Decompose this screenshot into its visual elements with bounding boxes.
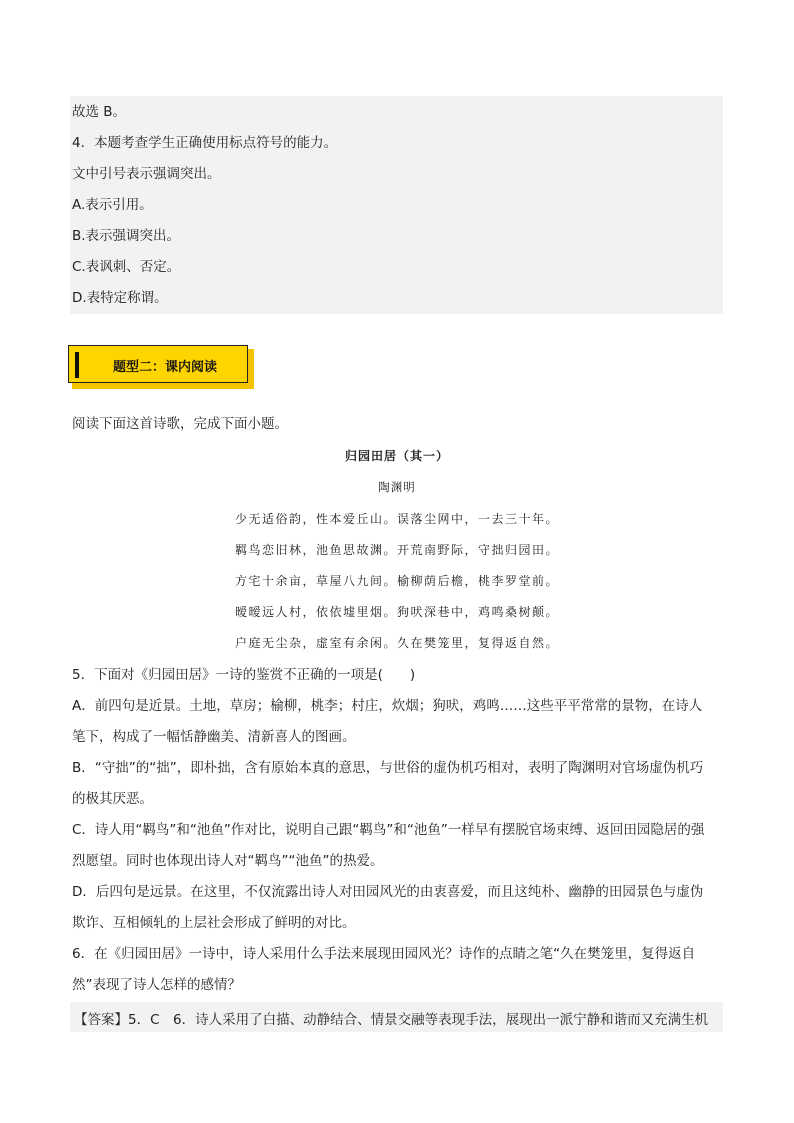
instruction-text: 阅读下面这首诗歌，完成下面小题。 bbox=[72, 416, 288, 432]
badge-box bbox=[68, 345, 248, 383]
analysis-line: 文中引号表示强调突出。 bbox=[72, 166, 221, 182]
poem-line: 羁鸟恋旧林，池鱼思故渊。开荒南野际，守拙归园田。 bbox=[234, 543, 559, 557]
analysis-line: A.表示引用。 bbox=[72, 197, 153, 213]
option-a: A．前四句是近景。土地，草房；榆柳，桃李；村庄，炊烟；狗吠，鸡鸣……这些平平常常的景物，在诗人 bbox=[72, 698, 703, 714]
answer-block bbox=[70, 1002, 723, 1032]
analysis-shaded-block bbox=[70, 96, 723, 314]
option-d-cont: 欺诈、互相倾轧的上层社会形成了鲜明的对比。 bbox=[72, 915, 356, 931]
option-a-cont: 笔下，构成了一幅恬静幽美、清新喜人的图画。 bbox=[72, 729, 356, 745]
badge-accent-bar bbox=[75, 352, 79, 378]
question-5-stem: 5．下面对《归园田居》一诗的鉴赏不正确的一项是( ) bbox=[72, 667, 416, 683]
poem-title: 归园田居（其一） bbox=[344, 449, 449, 463]
analysis-line: 故选 B。 bbox=[72, 104, 127, 120]
poem-line: 方宅十余亩，草屋八九间。榆柳荫后檐，桃李罗堂前。 bbox=[234, 574, 559, 588]
poem-line: 暧暧远人村，依依墟里烟。狗吠深巷中，鸡鸣桑树颠。 bbox=[234, 605, 559, 619]
section-title: 题型二：课内阅读 bbox=[113, 360, 218, 375]
section-badge bbox=[68, 345, 258, 391]
analysis-line: B.表示强调突出。 bbox=[72, 228, 181, 244]
poem-line: 户庭无尘杂，虚室有余闲。久在樊笼里，复得返自然。 bbox=[234, 636, 559, 650]
answer-text: 【答案】5．C 6．诗人采用了白描、动静结合、情景交融等表现手法，展现出一派宁静和谐而又充满生机 bbox=[74, 1012, 709, 1028]
option-c-cont: 烈愿望。同时也体现出诗人对“羁鸟”“池鱼”的热爱。 bbox=[72, 853, 384, 869]
analysis-line: C.表讽刺、否定。 bbox=[72, 259, 181, 275]
question-6: 6．在《归园田居》一诗中，诗人采用什么手法来展现田园风光？诗作的点睛之笔“久在樊笼里，复得返自 bbox=[72, 946, 696, 962]
question-5 bbox=[72, 660, 724, 1001]
poem-author: 陶渊明 bbox=[378, 480, 416, 494]
question-6-cont: 然”表现了诗人怎样的感情？ bbox=[72, 977, 241, 993]
option-b: B．“守拙”的“拙”，即朴拙，含有原始本真的意思，与世俗的虚伪机巧相对，表明了陶渊明对官场虚伪机巧 bbox=[72, 760, 704, 776]
analysis-line: 4．本题考查学生正确使用标点符号的能力。 bbox=[72, 135, 338, 151]
option-b-cont: 的极其厌恶。 bbox=[72, 791, 153, 807]
poem-line: 少无适俗韵，性本爱丘山。误落尘网中，一去三十年。 bbox=[234, 512, 559, 526]
analysis-line: D.表特定称谓。 bbox=[72, 290, 168, 306]
option-c: C．诗人用“羁鸟”和“池鱼”作对比，说明自己跟“羁鸟”和“池鱼”一样早有摆脱官场束缚、返回田园隐居的强 bbox=[72, 822, 705, 838]
option-d: D．后四句是远景。在这里，不仅流露出诗人对田园风光的由衷喜爱，而且这纯朴、幽静的田园景色与虚伪 bbox=[72, 884, 704, 900]
